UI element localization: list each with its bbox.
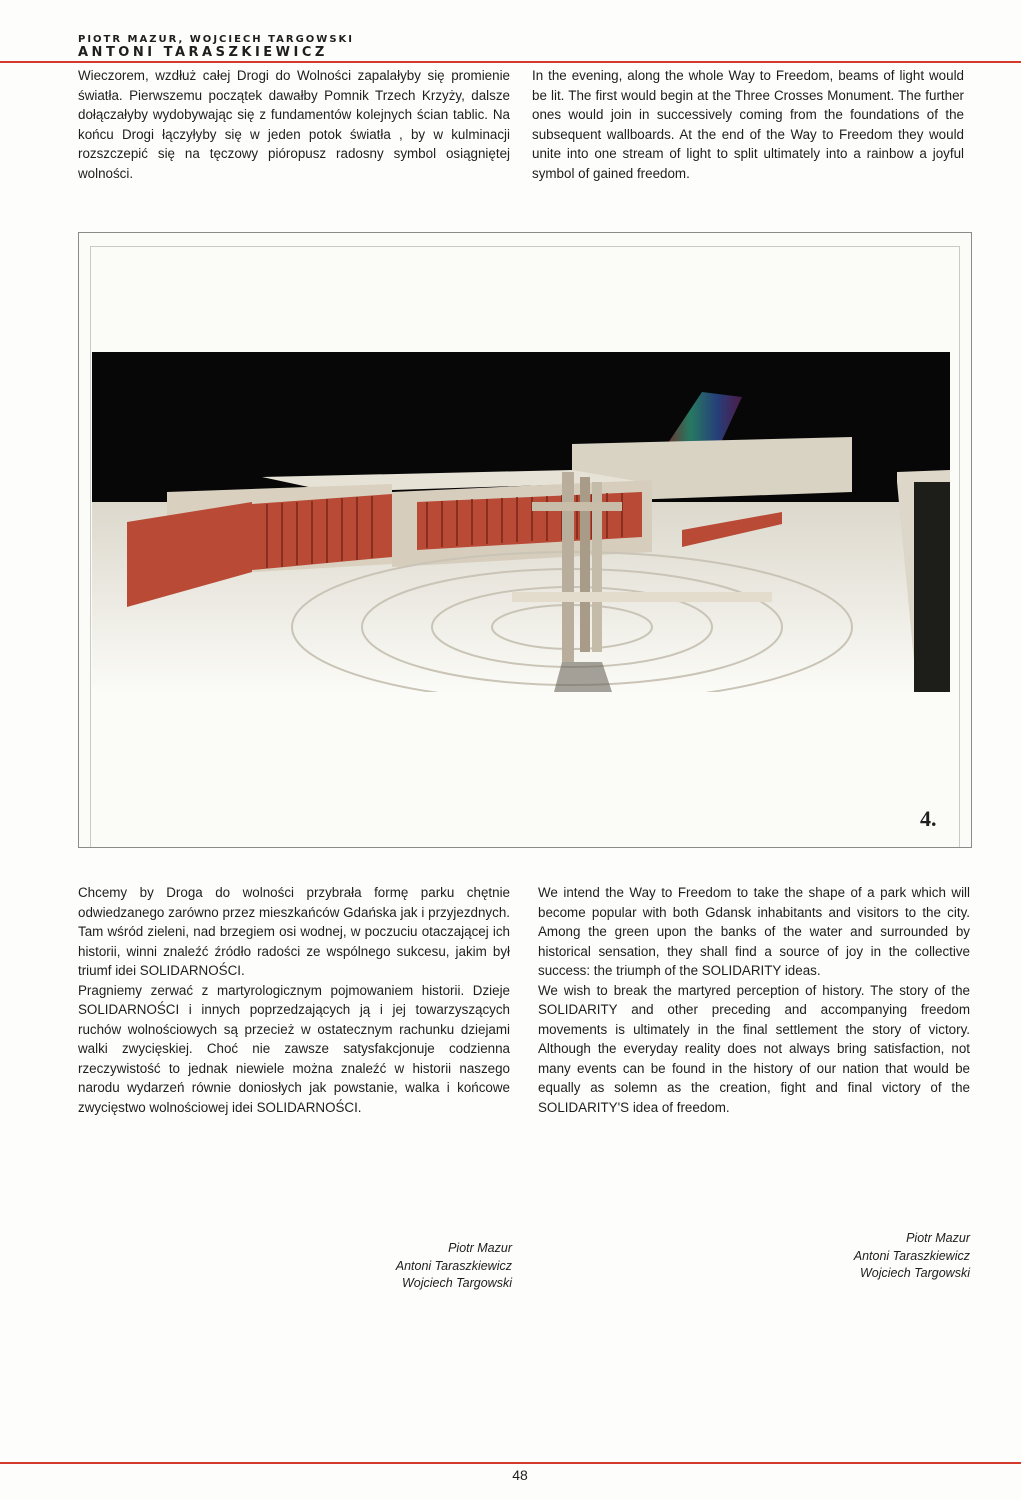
- intro-polish-paragraph: Wieczorem, wzdłuż całej Drogi do Wolności zapalałyby się promienie światła. Pierwszemu początek dawałby Pomnik Trzech Krzyży, dalsze dołączałyby wydobywając się z fundamentów kolejnych ścian tablic. Na końcu Drogi łączyłyby się w jeden potok światła , by w kulminacji rozszczepić się na tęczowy pióropusz radosny symbol osiągniętej wolności.: [78, 68, 510, 181]
- intro-polish: [78, 66, 510, 183]
- signature-name: Antoni Taraszkiewicz: [395, 1258, 512, 1273]
- signature-name: Piotr Mazur: [906, 1231, 970, 1245]
- body-polish: [78, 883, 510, 1117]
- header-rule: [0, 61, 1021, 63]
- right-tower-shadow: [914, 482, 950, 692]
- body-polish-paragraph-1: Chcemy by Droga do wolności przybrała formę parku chętnie odwiedzanego zarówno przez mieszkańców Gdańska jak i przyjezdnych. Tam wśród zieleni, nad brzegiem osi wodnej, w poczuciu otaczającej ich historii, winni znaleźć źródło radości ze wspólnego sukcesu, jakim był triumf idei SOLIDARNOŚCI.: [78, 885, 510, 978]
- page-number: 48: [512, 1467, 528, 1483]
- signature-left: [300, 1240, 512, 1293]
- figure-number: 4.: [920, 806, 937, 831]
- red-wall-left-2: [252, 494, 392, 570]
- header-authors-line1: PIOTR MAZUR, WOJCIECH TARGOWSKI: [78, 34, 355, 45]
- signature-name: Wojciech Targowski: [860, 1266, 970, 1280]
- intro-english-paragraph: In the evening, along the whole Way to Freedom, beams of light would be lit. The first would begin at the Three Crosses Monument. The further ones would join in successively coming from the foundations of the subsequent wallboards. At the end of the Way to Freedom they would unite into one stream of light to split ultimately into a rainbow a joyful symbol of gained freedom.: [532, 68, 964, 181]
- monument-shadow: [554, 662, 612, 692]
- signature-name: Wojciech Targowski: [402, 1276, 512, 1290]
- header-authors: [78, 34, 508, 60]
- body-english-paragraph-2: We wish to break the martyred perception of history. The story of the SOLIDARITY and other preceding and accompanying freedom movements is ultimately in the final settlement the story of victory. Although the everyday reality does not always bring satisfaction, not many events can be found in the history of our nation that would be equally as solemn as the creation, fight and final victory of the SOLIDARITY'S idea of freedom.: [538, 982, 970, 1115]
- body-polish-paragraph-2: Pragniemy zerwać z martyrologicznym pojmowaniem historii. Dzieje SOLIDARNOŚCI i innych poprzedzających ją i jej towarzyszących ruchów wolnościowych są przecież w ostatecznym rachunku dziejami walki zwycięskiej. Choć nie zawsze satysfakcjonuje codzienna rzeczywistość to jednak niewiele można znaleźć w historii naszego narodu wydarzeń równie doniosłych jak powstanie, walka i końcowe zwycięstwo wolnościowej idei SOLIDARNOŚCI.: [78, 982, 510, 1115]
- intro-english: [532, 66, 964, 183]
- footer-rule: [0, 1462, 1021, 1464]
- body-english-paragraph-1: We intend the Way to Freedom to take the shape of a park which will become popular with both Gdansk inhabitants and visitors to the city. Among the green upon the banks of the water and surrounded by historical sensation, they shall find a source of joy in the collective success: the triumph of the SOLIDARITY ideas.: [538, 885, 970, 978]
- foreground-wall: [512, 592, 772, 602]
- signature-right: [758, 1230, 970, 1283]
- header-authors-line2: ANTONI TARASZKIEWICZ: [78, 45, 328, 60]
- signature-name: Piotr Mazur: [448, 1241, 512, 1255]
- signature-name: Antoni Taraszkiewicz: [853, 1248, 970, 1263]
- body-english: [538, 883, 970, 1117]
- architectural-model-photo: [92, 352, 950, 692]
